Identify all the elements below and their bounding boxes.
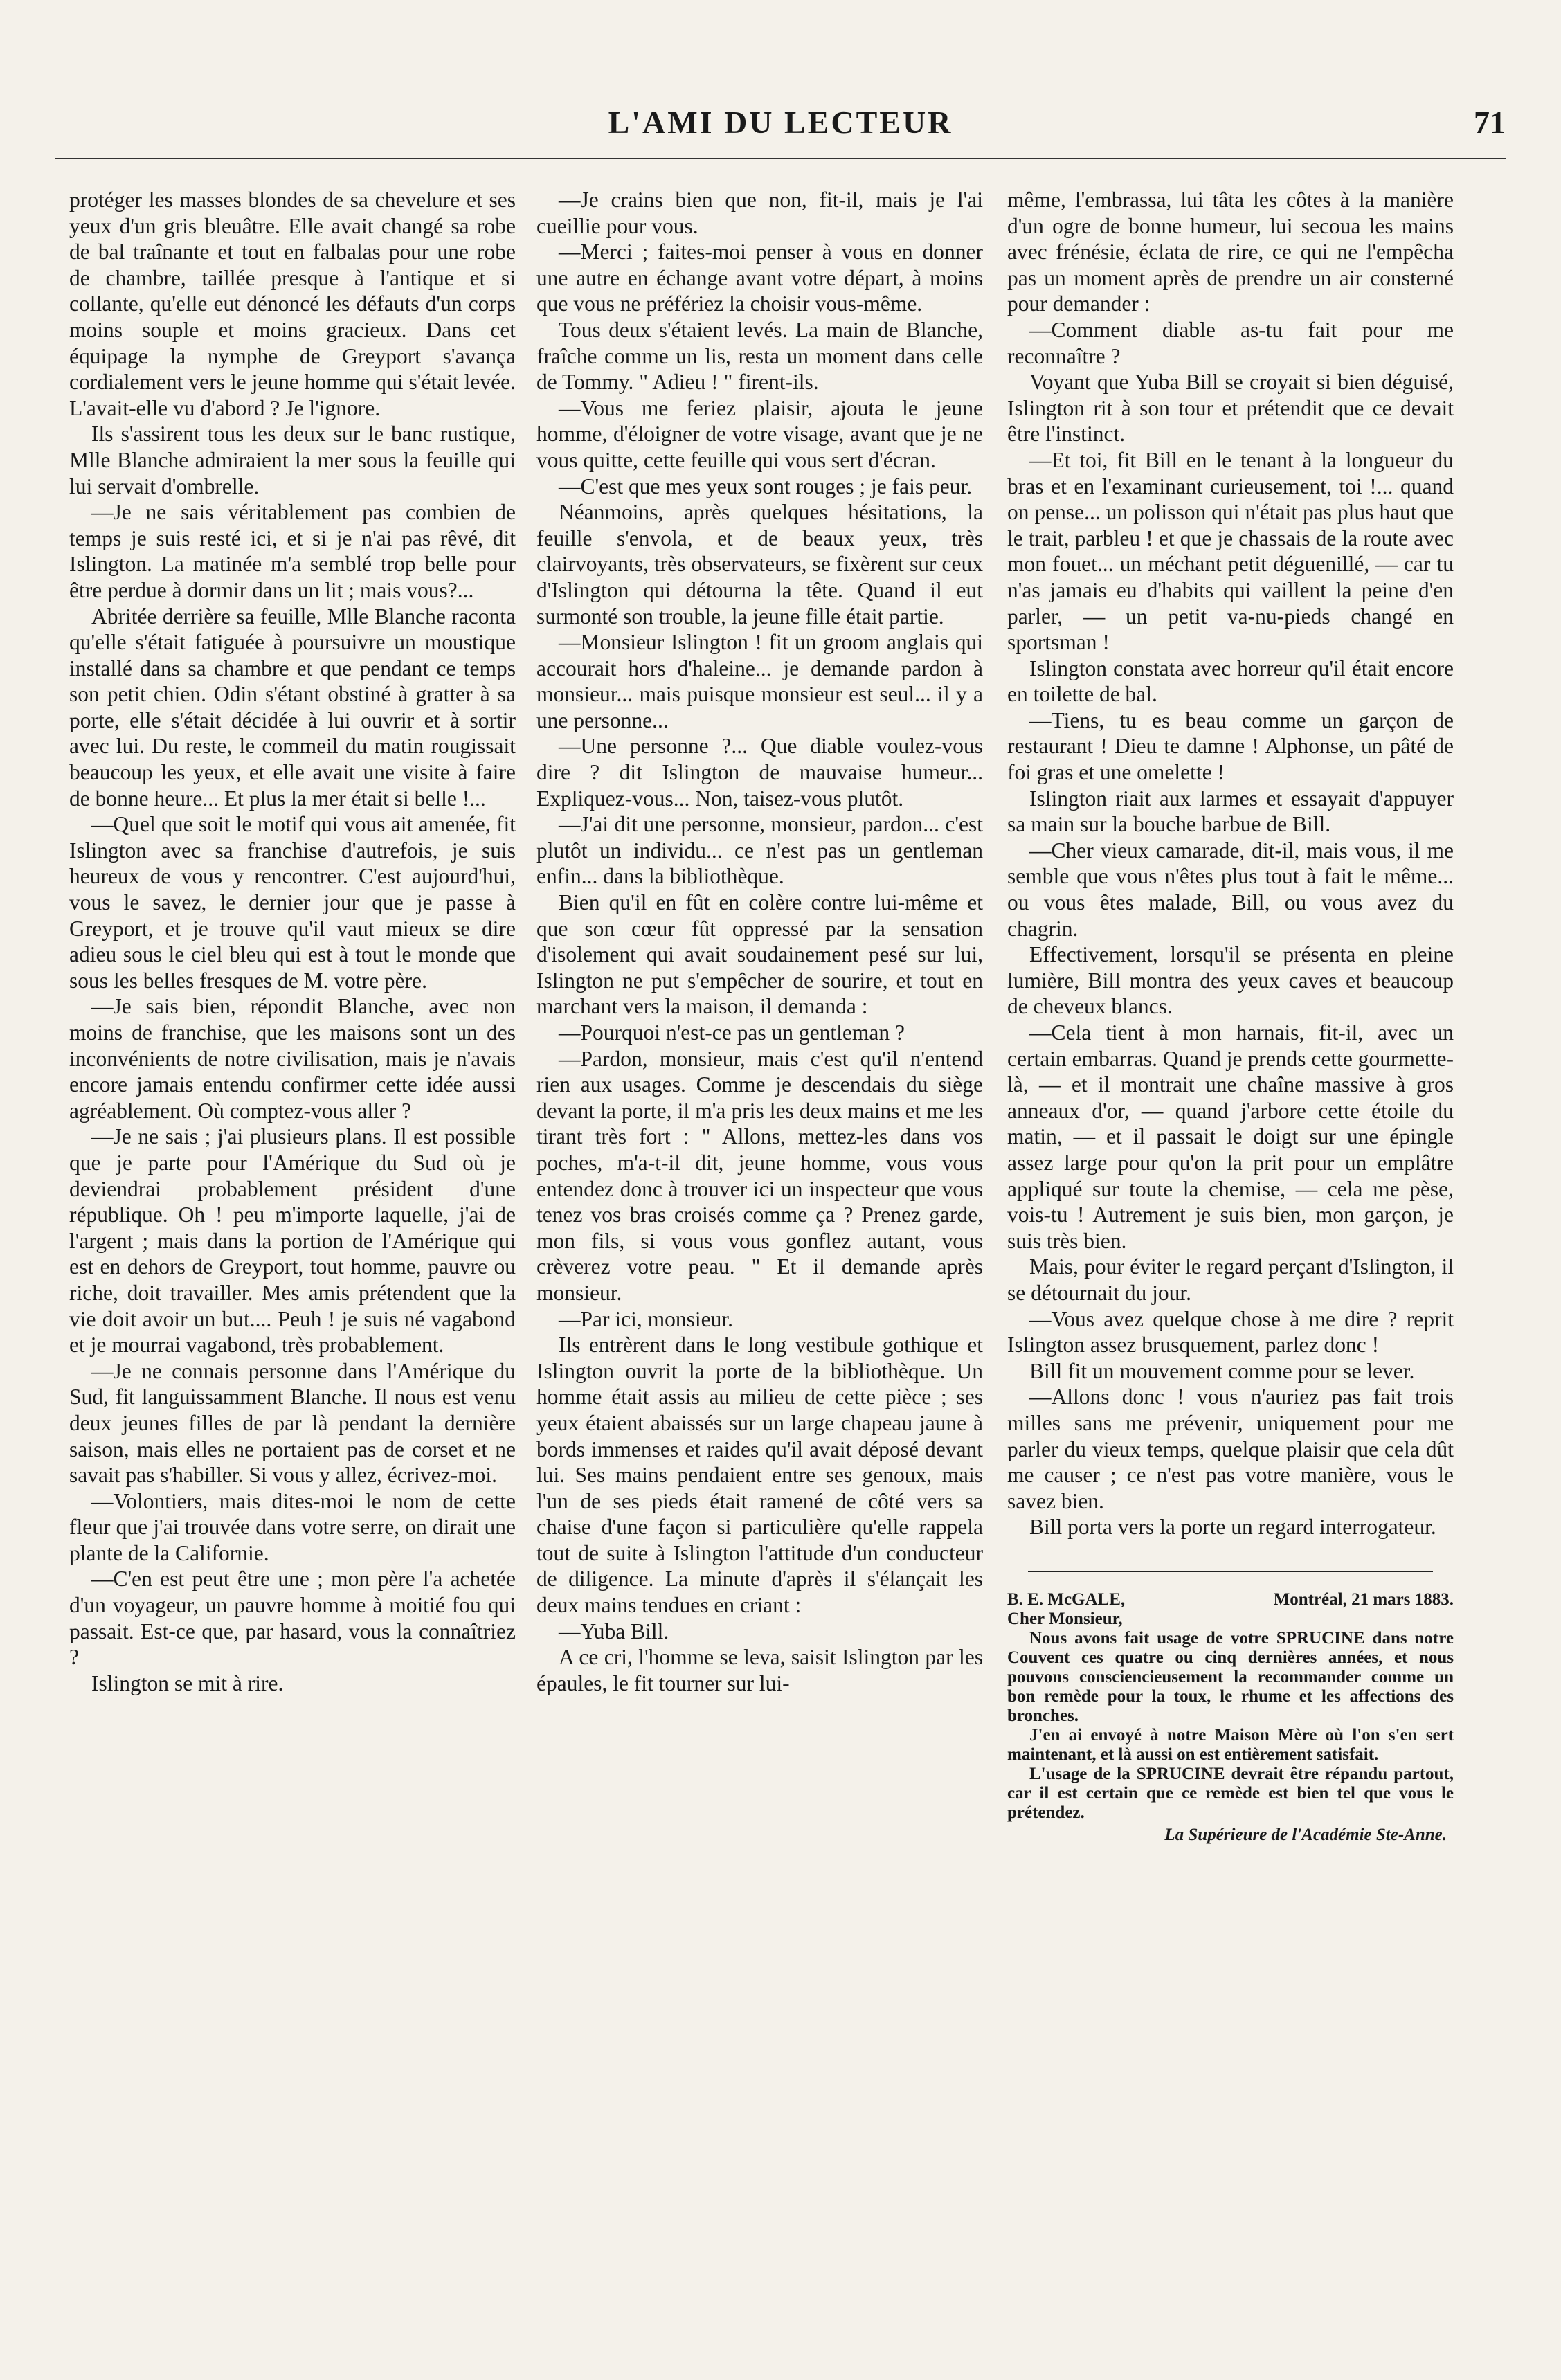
paragraph: même, l'embrassa, lui tâta les côtes à la manière d'un ogre de bonne humeur, lui secoua les mains avec frénésie, éclata de rire, ce qui ne l'empêcha pas un moment après de prendre un air consterné pour demander : xyxy=(1007,188,1454,316)
paragraph: —Pardon, monsieur, mais c'est qu'il n'entend rien aux usages. Comme je descendais du siège devant la porte, il m'a pris les deux mains et me les tirant très fort : " Allons, mettez-les dans vos poches, m'a-t-il dit, jeune homme, vous vous entendez donc à trouver ici un inspecteur que vous tenez vos bras croisés comme ça ? Prenez garde, mon fils, si vous vous gonflez autant, vous crèverez votre peau. " Et il demande après monsieur. xyxy=(536,1046,983,1305)
advertisement-heading xyxy=(1007,1590,1454,1610)
paragraph: —Quel que soit le motif qui vous ait amenée, fit Islington avec sa franchise d'autrefois, je suis heureux de vous y rencontrer. C'est aujourd'hui, vous le savez, le dernier jour que je passe à Greyport, et je trouve qu'il vaut mieux se dire adieu sous le ciel bleu qui est à tout le monde que sous les belles fresques de M. votre père. xyxy=(69,812,516,993)
header-rule xyxy=(55,158,1506,159)
paragraph: —Volontiers, mais dites-moi le nom de cette fleur que j'ai trouvée dans votre serre, on dirait une plante de la Californie. xyxy=(69,1488,516,1565)
paragraph: protéger les masses blondes de sa chevelure et ses yeux d'un gris bleuâtre. Elle avait changé sa robe de bal traînante et tout en falbalas pour une robe de chambre, taillée presque à l'antique et si collante, qu'elle eut dénoncé les défauts d'un corps moins souple et moins gracieux. Dans cet équipage la nymphe de Greyport s'avança cordialement vers le jeune homme qui s'était levée. L'avait-elle vu d'abord ? Je l'ignore. xyxy=(69,188,516,420)
paragraph: —C'en est peut être une ; mon père l'a achetée d'un voyageur, un pauvre homme à moitié fou qui passait. Est-ce que, par hasard, vous la connaîtriez ? xyxy=(69,1567,516,1670)
paragraph: —Comment diable as-tu fait pour me reconnaître ? xyxy=(1007,317,1454,368)
paragraph: Ils s'assirent tous les deux sur le banc rustique, Mlle Blanche admiraient la mer sous la feuille qui lui servait d'ombrelle. xyxy=(69,422,516,498)
paragraph: —Cela tient à mon harnais, fit-il, avec un certain embarras. Quand je prends cette gourmette-là, — et il montrait une chaîne massive à gros anneaux d'or, — quand j'arbore cette étoile du matin, — et il passait le doigt sur une épingle assez large pour qu'on la prit pour un emplâtre appliqué sur toute la chemise, — cela me pèse, vois-tu ! Autrement je suis bien, mon garçon, je suis très bien. xyxy=(1007,1020,1454,1253)
text-column-1 xyxy=(69,187,516,1696)
paragraph: —Par ici, monsieur. xyxy=(559,1306,733,1331)
paragraph: Islington se mit à rire. xyxy=(91,1670,284,1695)
paragraph: —Une personne ?... Que diable voulez-vous dire ? dit Islington de mauvaise humeur... Expliquez-vous... Non, taisez-vous plutôt. xyxy=(536,734,983,811)
page-number: 71 xyxy=(1474,105,1506,140)
paragraph: —Vous me feriez plaisir, ajouta le jeune homme, d'éloigner de votre visage, avant que je ne vous quitte, cette feuille qui vous sert d'écran. xyxy=(536,395,983,472)
advertisement-signature: La Supérieure de l'Académie Ste-Anne. xyxy=(1164,1825,1447,1844)
paragraph: —Et toi, fit Bill en le tenant à la longueur du bras et en l'examinant curieusement, toi !... quand on pense... un polisson qui n'était pas plus haut que le trait, parbleu ! et que je chassais de la route avec mon fouet... un méchant petit déguenillé, — car tu n'as jamais eu d'habits qui vaillent la peine d'en parler, — un petit va-nu-pieds changé en sportsman ! xyxy=(1007,447,1454,655)
running-title: L'AMI DU LECTEUR xyxy=(608,105,953,140)
advertisement-body xyxy=(1007,1610,1454,1823)
paragraph: —Je ne connais personne dans l'Amérique du Sud, fit languissamment Blanche. Il nous est venu deux jeunes filles de par là pendant la dernière saison, mais elles ne portaient pas de corset et ne savait pas s'habiller. Si vous y allez, écrivez-moi. xyxy=(69,1358,516,1488)
paragraph: —Monsieur Islington ! fit un groom anglais qui accourait hors d'haleine... je demande pardon à monsieur... mais puisque monsieur est seul... il y a une personne... xyxy=(536,630,983,732)
paragraph: Bill fit un mouvement comme pour se lever. xyxy=(1029,1358,1415,1383)
paragraph: —Yuba Bill. xyxy=(559,1619,669,1643)
advertisement-paragraph: Nous avons fait usage de votre SPRUCINE dans notre Couvent ces quatre ou cinq dernières années, et nous pouvons consciencieusement la recommander comme un bon remède pour la toux, le rhume et les affections des bronches. xyxy=(1007,1628,1454,1725)
paragraph: Islington constata avec horreur qu'il était encore en toilette de bal. xyxy=(1007,656,1454,707)
paragraph: Bien qu'il en fût en colère contre lui-même et que son cœur fût oppressé par la sensation d'isolement qui avait soudainement pesé sur lui, Islington ne put s'empêcher de sourire, et tout en marchant vers la maison, il demanda : xyxy=(536,890,983,1019)
page-header xyxy=(55,104,1506,159)
paragraph: A ce cri, l'homme se leva, saisit Islington par les épaules, le fit tourner sur lui- xyxy=(536,1645,983,1695)
text-column-3 xyxy=(1007,187,1454,1845)
paragraph: —Cher vieux camarade, dit-il, mais vous, il me semble que vous n'êtes plus tout à fait le même... ou vous êtes malade, Bill, ou vous avez du chagrin. xyxy=(1007,838,1454,941)
advertisement-divider xyxy=(1028,1571,1433,1572)
advertisement-greeting: Cher Monsieur, xyxy=(1007,1609,1123,1628)
advertisement-sender: B. E. McGALE, xyxy=(1007,1589,1126,1609)
paragraph: Voyant que Yuba Bill se croyait si bien déguisé, Islington rit à son tour et prétendit que ce devait être l'instinct. xyxy=(1007,370,1454,447)
advertisement-paragraph: L'usage de la SPRUCINE devrait être répandu partout, car il est certain que ce remède est bien tel que vous le prétendez. xyxy=(1007,1764,1454,1822)
paragraph: —Allons donc ! vous n'auriez pas fait trois milles sans me prévenir, uniquement pour me parler du vieux temps, quelque plaisir que cela dût me causer ; ce n'est pas votre manière, vous le savez bien. xyxy=(1007,1385,1454,1513)
paragraph: Mais, pour éviter le regard perçant d'Islington, il se détournait du jour. xyxy=(1007,1254,1454,1305)
paragraph: —J'ai dit une personne, monsieur, pardon... c'est plutôt un individu... ce n'est pas un gentleman enfin... dans la bibliothèque. xyxy=(536,812,983,889)
paragraph: —Je crains bien que non, fit-il, mais je l'ai cueillie pour vous. xyxy=(536,188,983,238)
paragraph: Abritée derrière sa feuille, Mlle Blanche raconta qu'elle s'était fatiguée à poursuivre un moustique installé dans sa chambre et que pendant ce temps son petit chien. Odin s'étant obstiné à gratter à sa porte, elle s'était décidée à lui ouvrir et à sortir avec lui. Du reste, le commeil du matin rougissait beaucoup les yeux, et elle avait une visite à faire de bonne heure... Et plus la mer était si belle !... xyxy=(69,604,516,811)
paragraph: Néanmoins, après quelques hésitations, la feuille s'envola, et de beaux yeux, très clairvoyants, très observateurs, se fixèrent sur ceux d'Islington qui détourna la tête. Quand il eut surmonté son trouble, la jeune fille était partie. xyxy=(536,500,983,629)
paragraph: Bill porta vers la porte un regard interrogateur. xyxy=(1029,1515,1436,1540)
advertisement-paragraph: J'en ai envoyé à notre Maison Mère où l'on s'en sert maintenant, et là aussi on est entièrement satisfait. xyxy=(1007,1725,1454,1764)
text-column-2 xyxy=(536,187,983,1696)
advertisement-testimonial xyxy=(1007,1590,1454,1845)
paragraph: —Tiens, tu es beau comme un garçon de restaurant ! Dieu te damne ! Alphonse, un pâté de foi gras et une omelette ! xyxy=(1007,707,1454,785)
paragraph: —Je ne sais ; j'ai plusieurs plans. Il est possible que je parte pour l'Amérique du Sud où je deviendrai probablement président d'une république. Oh ! peu m'importe laquelle, j'ai de l'argent ; mais dans la portion de l'Amérique qui est en dehors de Greyport, tout homme, pauvre ou riche, doit travailler. Mes amis prétendent que la vie doit avoir un but.... Peuh ! je suis né vagabond et je mourrai vagabond, très probablement. xyxy=(69,1124,516,1358)
paragraph: Ils entrèrent dans le long vestibule gothique et Islington ouvrit la porte de la bibliothèque. Un homme était assis au milieu de cette pièce ; ses yeux étaient abaissés sur un large chapeau jaune à bords immenses et raides qu'il avait déposé devant lui. Ses mains pendaient entre ses genoux, mais l'un de ses pieds était ramené de côté vers sa chaise d'une façon si particulière qu'elle rappela tout de suite à Islington l'attitude d'un conducteur de diligence. La minute d'après il s'élançait les deux mains tendues en criant : xyxy=(536,1333,983,1618)
paragraph: —Je sais bien, répondit Blanche, avec non moins de franchise, que les maisons sont un des inconvénients de notre civilisation, mais je n'avais encore jamais entendu confirmer cette idée aussi agréablement. Où comptez-vous aller ? xyxy=(69,994,516,1123)
paragraph: Effectivement, lorsqu'il se présenta en pleine lumière, Bill montra des yeux caves et beaucoup de cheveux blancs. xyxy=(1007,942,1454,1019)
paragraph: —Vous avez quelque chose à me dire ? reprit Islington assez brusquement, parlez donc ! xyxy=(1007,1306,1454,1358)
paragraph: Tous deux s'étaient levés. La main de Blanche, fraîche comme un lis, resta un moment dans celle de Tommy. " Adieu ! " firent-ils. xyxy=(536,317,983,395)
paragraph: —C'est que mes yeux sont rouges ; je fais peur. xyxy=(559,474,973,498)
advertisement-date: Montréal, 21 mars 1883. xyxy=(1273,1589,1454,1609)
paragraph: —Merci ; faites-moi penser à vous en donner une autre en échange avant votre départ, à moins que vous ne préfériez la choisir vous-même. xyxy=(536,240,983,316)
paragraph: —Pourquoi n'est-ce pas un gentleman ? xyxy=(559,1020,905,1045)
paragraph: Islington riait aux larmes et essayait d'appuyer sa main sur la bouche barbue de Bill. xyxy=(1007,786,1454,837)
paragraph: —Je ne sais véritablement pas combien de temps je suis resté ici, et si je n'ai pas rêvé, dit Islington. La matinée m'a semblé trop belle pour être perdue à dormir dans un lit ; mais vous?... xyxy=(69,500,516,602)
